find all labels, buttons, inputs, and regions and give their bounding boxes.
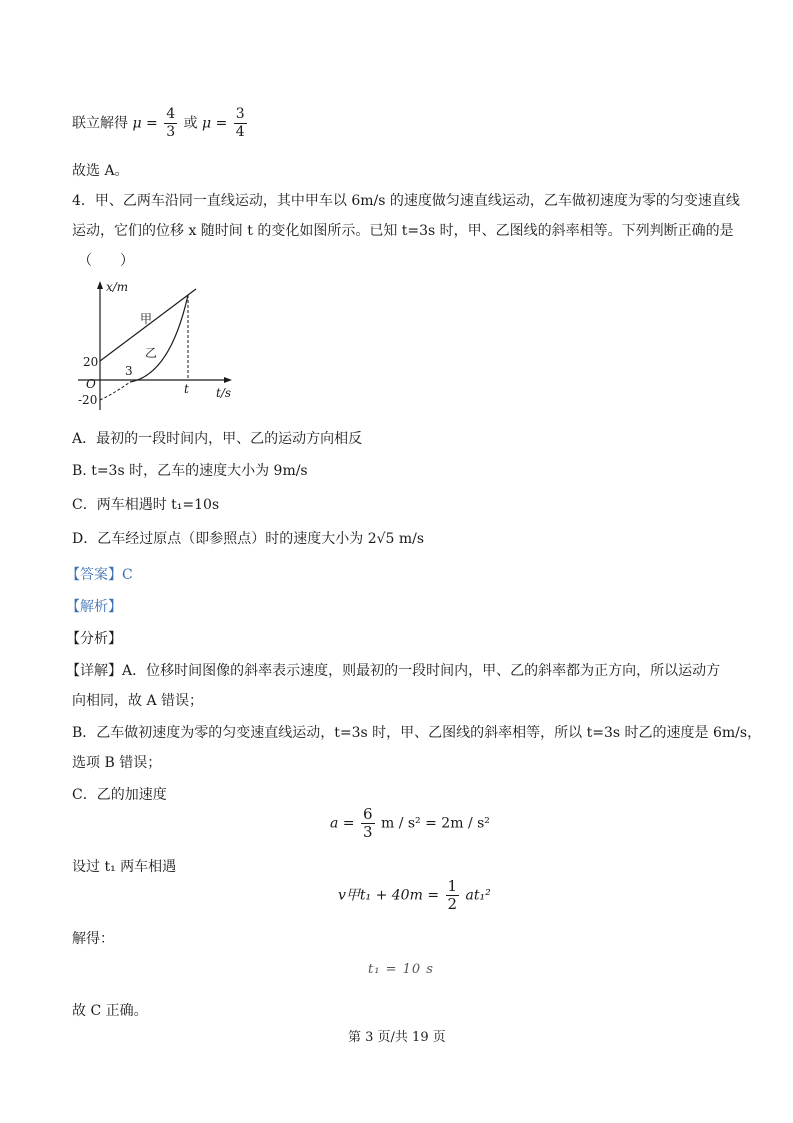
detail-line-4: 选项 B 错误； (72, 755, 162, 771)
result-prefix: 联立解得 (72, 115, 128, 132)
label-jia: 甲 (140, 312, 153, 326)
fraction-numerator: 3 (235, 106, 245, 122)
detail-line-8: 故 C 正确。 (72, 1003, 148, 1019)
label-yi: 乙 (145, 346, 158, 360)
fraction-denominator: 3 (166, 124, 176, 140)
answer-line: 【答案】C (66, 567, 133, 583)
question-4-line-1: 4．甲、乙两车沿同一直线运动，其中甲车以 6m/s 的速度做匀速直线运动，乙车做初速度为零的匀变速直线 (72, 193, 740, 209)
y-axis-label: x/m (106, 280, 129, 294)
or-word: 或 (183, 115, 198, 132)
origin-label: O (86, 377, 96, 391)
solution-result-line (72, 106, 249, 141)
option-a: A．最初的一段时间内，甲、乙的运动方向相反 (72, 431, 363, 447)
fraction-denominator: 4 (235, 124, 245, 140)
option-b: B. t=3s 时，乙车的速度大小为 9m/s (72, 463, 308, 479)
fraction-denominator: 3 (362, 823, 373, 841)
option-d (72, 528, 424, 548)
x-axis-arrow (224, 377, 232, 383)
detail-line-2: 向相同，故 A 错误； (72, 693, 204, 709)
eq-a-rhs: m / s² = 2m / s² (380, 815, 490, 832)
eq-a-lhs: a = (330, 815, 355, 832)
fraction-denominator: 2 (447, 895, 458, 913)
mu-symbol: μ (132, 115, 142, 132)
detail-line-7: 解得： (72, 931, 114, 947)
fraction-6-3 (361, 806, 375, 841)
x-tick-t: t (184, 382, 189, 396)
option-c: C．两车相遇时 t₁=10s (72, 497, 220, 513)
fenxi-heading: 【分析】 (66, 631, 122, 647)
fraction-1-2 (446, 878, 460, 913)
y-tick-20: 20 (83, 355, 99, 369)
fraction-3-4 (234, 106, 247, 141)
fraction-numerator: 4 (166, 106, 176, 122)
detail-line-1: 【详解】A．位移时间图像的斜率表示速度，则最初的一段时间内，甲、乙的斜率都为正方向，所以运动方 (66, 663, 721, 679)
solution-t1: t₁ = 10 s (368, 962, 434, 977)
curve-yi-dashed (100, 382, 130, 400)
detail-line-5: C．乙的加速度 (72, 787, 167, 803)
fraction-numerator: 6 (362, 805, 373, 823)
x-axis-label: t/s (216, 386, 232, 400)
option-d-text: D．乙车经过原点（即参照点）时的速度大小为 (72, 531, 364, 547)
x-tick-3: 3 (125, 364, 133, 378)
detail-line-6: 设过 t₁ 两车相遇 (72, 859, 177, 875)
option-d-value: 2√5 (367, 531, 395, 547)
question-4-line-2: 运动，它们的位移 x 随时间 t 的变化如图所示。已知 t=3s 时，甲、乙图线的斜率相等。下列判断正确的是 (72, 223, 734, 239)
eq2-rhs: at₁² (465, 887, 491, 904)
acceleration-equation (330, 806, 490, 841)
equals-sign: = (146, 115, 158, 132)
question-4-bracket: （ ） (78, 253, 134, 269)
meeting-equation (338, 878, 491, 913)
analysis-heading: 【解析】 (66, 599, 122, 615)
curve-yi (130, 295, 188, 382)
equals-sign: = (215, 115, 228, 132)
position-time-graph (70, 275, 240, 415)
mu-symbol: μ (202, 115, 212, 132)
y-tick-neg20: -20 (78, 393, 98, 407)
y-axis-arrow (97, 281, 103, 289)
eq2-lhs: v甲t₁ + 40m = (338, 887, 440, 904)
choose-a-line: 故选 A。 (72, 163, 129, 179)
page-footer: 第 3 页/共 19 页 (348, 1030, 446, 1045)
option-d-unit: m/s (398, 531, 425, 547)
detail-line-3: B．乙车做初速度为零的匀变速直线运动，t=3s 时，甲、乙图线的斜率相等，所以 t=3s 时乙的速度是 6m/s， (72, 725, 762, 741)
fraction-numerator: 1 (447, 877, 458, 895)
fraction-4-3 (164, 106, 177, 141)
